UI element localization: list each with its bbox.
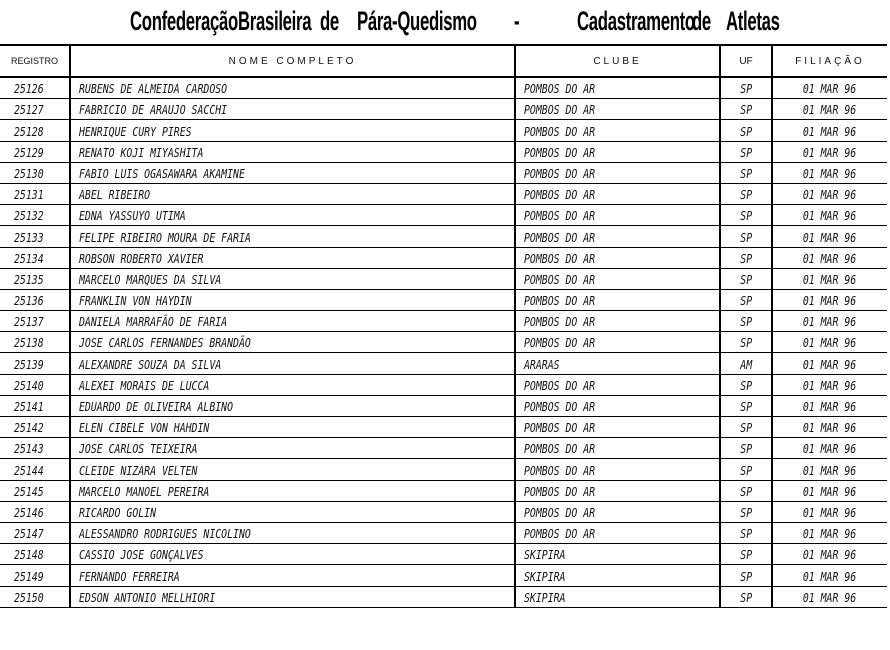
table-row — [0, 120, 887, 141]
clube-cell-text: POMBOS DO AR — [524, 442, 596, 457]
registro-cell-text: 25142 — [14, 421, 44, 436]
clube-cell-text: POMBOS DO AR — [524, 251, 596, 266]
uf-cell — [720, 247, 772, 268]
registro-cell — [0, 141, 70, 162]
uf-cell — [720, 289, 772, 310]
clube-cell — [515, 162, 720, 183]
filiacao-cell-text: 01 MAR 96 — [803, 124, 857, 139]
nome-cell-text: JOSE CARLOS FERNANDES BRANDÃO — [79, 336, 251, 351]
clube-cell-text: POMBOS DO AR — [524, 463, 596, 478]
clube-cell — [515, 544, 720, 565]
registro-cell — [0, 247, 70, 268]
filiacao-cell — [772, 311, 887, 332]
registro-cell-text: 25141 — [14, 400, 44, 414]
uf-cell-text: SP — [740, 484, 752, 499]
uf-cell — [720, 311, 772, 332]
nome-cell-text: FABRICIO DE ARAUJO SACCHI — [79, 103, 228, 118]
clube-cell-text: POMBOS DO AR — [524, 400, 596, 414]
column-header-clube: CLUBE — [515, 45, 720, 77]
table-row — [0, 565, 887, 586]
uf-cell — [720, 480, 772, 501]
registro-cell-text: 25135 — [14, 272, 44, 287]
filiacao-cell — [772, 501, 887, 522]
registro-cell-text: 25147 — [14, 527, 44, 542]
clube-cell — [515, 374, 720, 395]
table-row — [0, 353, 887, 374]
title-word: Confederação — [130, 6, 238, 36]
uf-cell — [720, 417, 772, 438]
nome-cell — [70, 77, 515, 99]
uf-cell — [720, 268, 772, 289]
filiacao-cell-text: 01 MAR 96 — [803, 103, 857, 118]
uf-cell-text: SP — [740, 251, 752, 266]
nome-cell-text: FABIO LUIS OGASAWARA AKAMINE — [79, 166, 245, 181]
filiacao-cell-text: 01 MAR 96 — [803, 569, 857, 584]
uf-cell-text: SP — [740, 294, 752, 309]
filiacao-cell-text: 01 MAR 96 — [803, 188, 857, 203]
filiacao-cell — [772, 205, 887, 226]
registro-cell-text: 25136 — [14, 294, 44, 309]
table-row — [0, 99, 887, 120]
registro-cell — [0, 438, 70, 459]
table-row — [0, 501, 887, 522]
registro-cell-text: 25130 — [14, 166, 44, 181]
registro-cell — [0, 183, 70, 204]
nome-cell-text: FRANKLIN VON HAYDIN — [79, 294, 192, 309]
table-row — [0, 480, 887, 501]
table-header-row — [0, 45, 887, 77]
uf-cell — [720, 374, 772, 395]
uf-cell — [720, 544, 772, 565]
uf-cell — [720, 141, 772, 162]
clube-cell-text: SKIPIRA — [524, 590, 566, 605]
title-word: - — [514, 6, 520, 36]
uf-cell — [720, 395, 772, 416]
registro-cell — [0, 77, 70, 99]
clube-cell-text: POMBOS DO AR — [524, 294, 596, 309]
uf-cell-text: SP — [740, 82, 752, 97]
nome-cell-text: EDNA YASSUYO UTIMA — [79, 209, 186, 224]
uf-cell — [720, 438, 772, 459]
uf-cell — [720, 99, 772, 120]
title-word: Pára-Quedismo — [357, 6, 477, 36]
filiacao-cell-text: 01 MAR 96 — [803, 463, 857, 478]
table-row — [0, 205, 887, 226]
uf-cell-text: SP — [740, 463, 752, 478]
document-title — [0, 0, 890, 44]
filiacao-cell — [772, 586, 887, 607]
uf-cell-text: AM — [740, 357, 752, 372]
registro-cell — [0, 374, 70, 395]
clube-cell-text: POMBOS DO AR — [524, 166, 596, 181]
nome-cell — [70, 501, 515, 522]
nome-cell — [70, 374, 515, 395]
clube-cell — [515, 565, 720, 586]
column-header-uf: UF — [720, 45, 772, 77]
clube-cell — [515, 226, 720, 247]
uf-cell-text: SP — [740, 527, 752, 542]
nome-cell — [70, 332, 515, 353]
uf-cell-text: SP — [740, 548, 752, 563]
uf-cell — [720, 183, 772, 204]
clube-cell — [515, 120, 720, 141]
filiacao-cell — [772, 120, 887, 141]
nome-cell — [70, 459, 515, 480]
registro-cell-text: 25143 — [14, 442, 44, 457]
uf-cell — [720, 226, 772, 247]
uf-cell-text: SP — [740, 230, 752, 245]
nome-cell — [70, 311, 515, 332]
filiacao-cell — [772, 522, 887, 543]
table-row — [0, 183, 887, 204]
filiacao-cell-text: 01 MAR 96 — [803, 400, 857, 414]
nome-cell-text: DANIELA MARRAFÃO DE FARIA — [79, 315, 228, 330]
clube-cell — [515, 586, 720, 607]
uf-cell — [720, 565, 772, 586]
filiacao-cell-text: 01 MAR 96 — [803, 442, 857, 457]
uf-cell — [720, 332, 772, 353]
filiacao-cell — [772, 544, 887, 565]
registro-cell — [0, 268, 70, 289]
clube-cell-text: POMBOS DO AR — [524, 527, 596, 542]
uf-cell — [720, 120, 772, 141]
nome-cell — [70, 141, 515, 162]
filiacao-cell-text: 01 MAR 96 — [803, 421, 857, 436]
registro-cell — [0, 480, 70, 501]
registro-cell — [0, 289, 70, 310]
filiacao-cell-text: 01 MAR 96 — [803, 294, 857, 309]
clube-cell — [515, 438, 720, 459]
nome-cell — [70, 183, 515, 204]
title-word: de — [692, 6, 711, 36]
clube-cell — [515, 289, 720, 310]
registro-cell-text: 25140 — [14, 378, 44, 393]
nome-cell — [70, 565, 515, 586]
uf-cell-text: SP — [740, 272, 752, 287]
filiacao-cell-text: 01 MAR 96 — [803, 357, 857, 372]
nome-cell — [70, 395, 515, 416]
clube-cell — [515, 77, 720, 99]
registro-cell-text: 25148 — [14, 548, 44, 563]
filiacao-cell-text: 01 MAR 96 — [803, 548, 857, 563]
registro-cell — [0, 120, 70, 141]
uf-cell — [720, 162, 772, 183]
filiacao-cell-text: 01 MAR 96 — [803, 251, 857, 266]
filiacao-cell — [772, 289, 887, 310]
nome-cell-text: RICARDO GOLIN — [79, 505, 157, 520]
registro-cell — [0, 522, 70, 543]
registro-cell — [0, 586, 70, 607]
nome-cell — [70, 247, 515, 268]
table-row — [0, 522, 887, 543]
filiacao-cell — [772, 395, 887, 416]
uf-cell-text: SP — [740, 145, 752, 160]
registro-cell-text: 25139 — [14, 357, 44, 372]
nome-cell-text: HENRIQUE CURY PIRES — [79, 124, 192, 139]
clube-cell-text: ARARAS — [524, 357, 560, 372]
table-row — [0, 374, 887, 395]
registro-cell — [0, 395, 70, 416]
filiacao-cell — [772, 480, 887, 501]
nome-cell-text: RENATO KOJI MIYASHITA — [79, 145, 204, 160]
clube-cell — [515, 311, 720, 332]
uf-cell-text: SP — [740, 209, 752, 224]
nome-cell-text: EDUARDO DE OLIVEIRA ALBINO — [79, 400, 234, 414]
clube-cell-text: POMBOS DO AR — [524, 230, 596, 245]
registro-cell — [0, 162, 70, 183]
table-row — [0, 311, 887, 332]
clube-cell-text: POMBOS DO AR — [524, 209, 596, 224]
clube-cell — [515, 459, 720, 480]
nome-cell — [70, 480, 515, 501]
clube-cell — [515, 480, 720, 501]
filiacao-cell — [772, 99, 887, 120]
filiacao-cell — [772, 565, 887, 586]
clube-cell-text: POMBOS DO AR — [524, 421, 596, 436]
nome-cell-text: EDSON ANTONIO MELLHIORI — [79, 590, 216, 605]
filiacao-cell — [772, 226, 887, 247]
uf-cell — [720, 459, 772, 480]
nome-cell — [70, 99, 515, 120]
table-row — [0, 162, 887, 183]
clube-cell — [515, 183, 720, 204]
nome-cell-text: ABEL RIBEIRO — [79, 188, 151, 203]
uf-cell-text: SP — [740, 103, 752, 118]
clube-cell-text: POMBOS DO AR — [524, 82, 596, 97]
table-row — [0, 141, 887, 162]
nome-cell-text: FERNANDO FERREIRA — [79, 569, 180, 584]
filiacao-cell-text: 01 MAR 96 — [803, 209, 857, 224]
uf-cell-text: SP — [740, 400, 752, 414]
registro-cell-text: 25146 — [14, 505, 44, 520]
nome-cell-text: CLEIDE NIZARA VELTEN — [79, 463, 198, 478]
clube-cell-text: POMBOS DO AR — [524, 484, 596, 499]
uf-cell-text: SP — [740, 336, 752, 351]
filiacao-cell — [772, 438, 887, 459]
nome-cell — [70, 544, 515, 565]
table-row — [0, 544, 887, 565]
nome-cell — [70, 353, 515, 374]
nome-cell — [70, 438, 515, 459]
athlete-table — [0, 44, 887, 608]
uf-cell-text: SP — [740, 124, 752, 139]
uf-cell-text: SP — [740, 442, 752, 457]
registro-cell-text: 25126 — [14, 82, 44, 97]
uf-cell — [720, 522, 772, 543]
table-row — [0, 417, 887, 438]
filiacao-cell — [772, 459, 887, 480]
uf-cell — [720, 77, 772, 99]
nome-cell-text: ELEN CIBELE VON HAHDIN — [79, 421, 210, 436]
clube-cell — [515, 417, 720, 438]
registro-cell — [0, 205, 70, 226]
filiacao-cell-text: 01 MAR 96 — [803, 230, 857, 245]
filiacao-cell — [772, 141, 887, 162]
uf-cell — [720, 353, 772, 374]
registro-cell-text: 25129 — [14, 145, 44, 160]
table-body — [0, 77, 887, 607]
filiacao-cell — [772, 374, 887, 395]
clube-cell-text: POMBOS DO AR — [524, 103, 596, 118]
filiacao-cell — [772, 417, 887, 438]
table-row — [0, 459, 887, 480]
title-word: Cadastramento — [577, 6, 695, 36]
registro-cell — [0, 417, 70, 438]
nome-cell-text: JOSE CARLOS TEIXEIRA — [79, 442, 198, 457]
clube-cell-text: POMBOS DO AR — [524, 505, 596, 520]
registro-cell — [0, 311, 70, 332]
registro-cell — [0, 501, 70, 522]
nome-cell-text: ALEXEI MORAIS DE LUCCA — [79, 378, 210, 393]
nome-cell-text: ROBSON ROBERTO XAVIER — [79, 251, 204, 266]
nome-cell — [70, 205, 515, 226]
filiacao-cell — [772, 353, 887, 374]
filiacao-cell-text: 01 MAR 96 — [803, 336, 857, 351]
registro-cell-text: 25138 — [14, 336, 44, 351]
clube-cell — [515, 332, 720, 353]
nome-cell-text: RUBENS DE ALMEIDA CARDOSO — [79, 82, 228, 97]
nome-cell-text: MARCELO MARQUES DA SILVA — [79, 272, 222, 287]
nome-cell — [70, 289, 515, 310]
registro-cell-text: 25134 — [14, 251, 44, 266]
uf-cell-text: SP — [740, 590, 752, 605]
clube-cell — [515, 395, 720, 416]
registro-cell-text: 25132 — [14, 209, 44, 224]
nome-cell — [70, 522, 515, 543]
registro-cell-text: 25128 — [14, 124, 44, 139]
registro-cell — [0, 459, 70, 480]
filiacao-cell — [772, 268, 887, 289]
registro-cell-text: 25127 — [14, 103, 44, 118]
uf-cell-text: SP — [740, 166, 752, 181]
table-row — [0, 332, 887, 353]
table-row — [0, 268, 887, 289]
registro-cell — [0, 544, 70, 565]
uf-cell — [720, 501, 772, 522]
nome-cell — [70, 226, 515, 247]
clube-cell — [515, 522, 720, 543]
uf-cell-text: SP — [740, 378, 752, 393]
clube-cell-text: POMBOS DO AR — [524, 124, 596, 139]
filiacao-cell — [772, 247, 887, 268]
clube-cell-text: SKIPIRA — [524, 569, 566, 584]
filiacao-cell — [772, 77, 887, 99]
title-word: Brasileira — [238, 6, 312, 36]
column-header-registro: REGISTRO — [0, 45, 70, 77]
clube-cell-text: SKIPIRA — [524, 548, 566, 563]
table-row — [0, 438, 887, 459]
filiacao-cell — [772, 183, 887, 204]
filiacao-cell-text: 01 MAR 96 — [803, 166, 857, 181]
registro-cell-text: 25150 — [14, 590, 44, 605]
clube-cell — [515, 247, 720, 268]
nome-cell-text: ALESSANDRO RODRIGUES NICOLINO — [79, 527, 251, 542]
registro-cell — [0, 332, 70, 353]
uf-cell-text: SP — [740, 188, 752, 203]
nome-cell-text: MARCELO MANOEL PEREIRA — [79, 484, 210, 499]
registro-cell — [0, 565, 70, 586]
nome-cell — [70, 586, 515, 607]
registro-cell-text: 25133 — [14, 230, 44, 245]
title-word: de — [320, 6, 339, 36]
clube-cell — [515, 353, 720, 374]
filiacao-cell-text: 01 MAR 96 — [803, 315, 857, 330]
filiacao-cell-text: 01 MAR 96 — [803, 272, 857, 287]
filiacao-cell-text: 01 MAR 96 — [803, 527, 857, 542]
filiacao-cell — [772, 162, 887, 183]
clube-cell-text: POMBOS DO AR — [524, 336, 596, 351]
table-row — [0, 247, 887, 268]
nome-cell — [70, 120, 515, 141]
nome-cell-text: CASSIO JOSE GONÇALVES — [79, 548, 204, 563]
clube-cell-text: POMBOS DO AR — [524, 145, 596, 160]
title-word: Atletas — [726, 6, 780, 36]
table-row — [0, 77, 887, 99]
registro-cell-text: 25137 — [14, 315, 44, 330]
nome-cell-text: ALEXANDRE SOUZA DA SILVA — [79, 357, 222, 372]
registro-cell-text: 25144 — [14, 463, 44, 478]
uf-cell — [720, 205, 772, 226]
column-header-filiacao: FILIAÇÃO — [772, 45, 887, 77]
registro-cell-text: 25149 — [14, 569, 44, 584]
table-row — [0, 395, 887, 416]
nome-cell — [70, 417, 515, 438]
clube-cell — [515, 99, 720, 120]
uf-cell-text: SP — [740, 421, 752, 436]
registro-cell-text: 25145 — [14, 484, 44, 499]
uf-cell-text: SP — [740, 505, 752, 520]
clube-cell-text: POMBOS DO AR — [524, 188, 596, 203]
clube-cell-text: POMBOS DO AR — [524, 378, 596, 393]
clube-cell — [515, 501, 720, 522]
registro-cell — [0, 99, 70, 120]
nome-cell — [70, 162, 515, 183]
column-header-nome: NOME COMPLETO — [70, 45, 515, 77]
uf-cell-text: SP — [740, 315, 752, 330]
clube-cell — [515, 141, 720, 162]
clube-cell — [515, 268, 720, 289]
nome-cell-text: FELIPE RIBEIRO MOURA DE FARIA — [79, 230, 251, 245]
filiacao-cell-text: 01 MAR 96 — [803, 505, 857, 520]
table-row — [0, 226, 887, 247]
filiacao-cell — [772, 332, 887, 353]
table-row — [0, 586, 887, 607]
registro-cell-text: 25131 — [14, 188, 44, 203]
filiacao-cell-text: 01 MAR 96 — [803, 590, 857, 605]
clube-cell — [515, 205, 720, 226]
filiacao-cell-text: 01 MAR 96 — [803, 82, 857, 97]
clube-cell-text: POMBOS DO AR — [524, 315, 596, 330]
nome-cell — [70, 268, 515, 289]
filiacao-cell-text: 01 MAR 96 — [803, 378, 857, 393]
filiacao-cell-text: 01 MAR 96 — [803, 145, 857, 160]
table-row — [0, 289, 887, 310]
registro-cell — [0, 353, 70, 374]
uf-cell-text: SP — [740, 569, 752, 584]
filiacao-cell-text: 01 MAR 96 — [803, 484, 857, 499]
clube-cell-text: POMBOS DO AR — [524, 272, 596, 287]
registro-cell — [0, 226, 70, 247]
uf-cell — [720, 586, 772, 607]
